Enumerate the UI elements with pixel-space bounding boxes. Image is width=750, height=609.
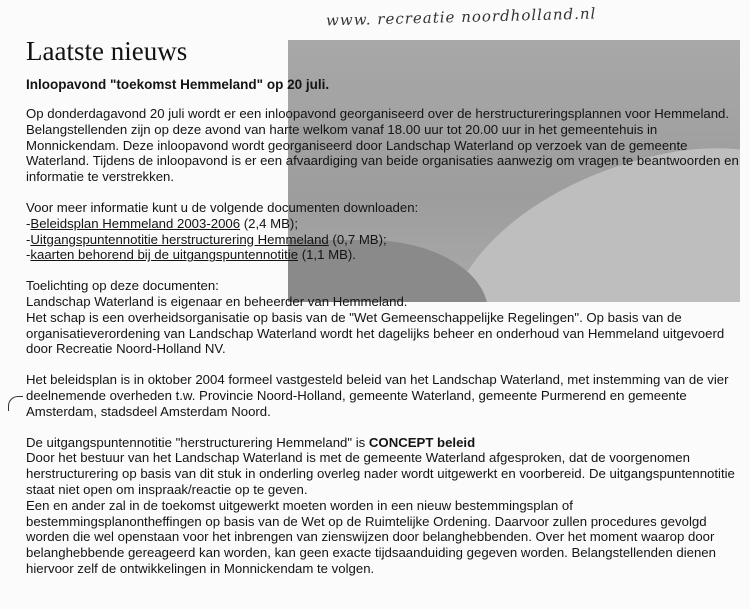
concept-paragraph xyxy=(26,435,746,577)
scan-mark xyxy=(8,396,23,411)
intro-line: informatie te verstrekken. xyxy=(26,169,175,185)
download-link-uitgangspuntennotitie[interactable]: Uitgangspuntennotitie herstructurering Hemmeland xyxy=(30,231,329,247)
intro-line: Op donderdagavond 20 juli wordt er een inloopavond georganiseerd over de herstructureringsplannen voor Hemmeland. xyxy=(26,106,730,121)
explanation-line: Het schap is een overheidsorganisatie op basis van de "Wet Gemeenschappelijke Regelingen". Op basis van de xyxy=(26,309,682,325)
download-item xyxy=(26,247,746,263)
list-dash: - xyxy=(26,231,31,247)
explanation-paragraph xyxy=(26,278,746,357)
policy-line: Het beleidsplan is in oktober 2004 formeel vastgesteld beleid van het Landschap Waterland, met instemming van de vier xyxy=(26,372,729,388)
concept-line: hiervoor zelf de ontwikkelingen in Monnickendam te volgen. xyxy=(26,560,375,576)
concept-line: staat niet open om inspraak/reactie op te geven. xyxy=(26,481,308,497)
explanation-line: door Recreatie Noord-Holland NV. xyxy=(26,341,226,357)
explanation-line: Landschap Waterland is eigenaar en beheerder van Hemmeland. xyxy=(26,293,408,309)
list-dash: - xyxy=(26,247,31,263)
handwritten-url: www. recreatie noordholland.nl xyxy=(325,4,597,30)
concept-line: Door het bestuur van het Landschap Waterland is met de gemeente Waterland afgesproken, dat de voorgenomen xyxy=(26,450,690,466)
download-link-beleidsplan[interactable]: Beleidsplan Hemmeland 2003-2006 xyxy=(30,215,241,231)
policy-paragraph xyxy=(26,372,746,419)
concept-line: Een en ander zal in de toekomst uitgewerkt moeten worden in een nieuw bestemmingsplan of xyxy=(26,497,573,513)
intro-line: Waterland. Tijdens de inloopavond is er een afvaardiging van beide organisaties aanwezig om vragen te beantwoorden en xyxy=(26,153,739,169)
list-dash: - xyxy=(26,215,31,231)
file-size: (2,4 MB); xyxy=(240,215,298,231)
explanation-line: Toelichting op deze documenten: xyxy=(26,278,219,294)
downloads-list xyxy=(26,216,746,263)
concept-line: worden die wel openstaan voor het inbrengen van zienswijzen door belanghebbenden. Over het moment waarop door xyxy=(26,529,715,545)
policy-line: deelnemende overheden t.w. Provincie Noord-Holland, gemeente Waterland, gemeente Purmerend en gemeente xyxy=(26,387,687,403)
download-item xyxy=(26,232,746,248)
concept-heading xyxy=(26,435,746,451)
concept-prefix: De uitgangspuntennotitie "herstructurering Hemmeland" is xyxy=(26,434,369,450)
downloads-intro: Voor meer informatie kunt u de volgende documenten downloaden: xyxy=(26,199,419,215)
concept-line: herstructurering op basis van dit stuk in onderling overleg nader wordt uitgewerkt en voorbereid. De uitgangspuntennotitie xyxy=(26,466,735,482)
concept-label: CONCEPT beleid xyxy=(368,434,476,450)
article-body xyxy=(26,106,746,592)
intro-line: Monnickendam. Deze inloopavond wordt georganiseerd door Landschap Waterland op verzoek van de gemeente xyxy=(26,137,688,153)
downloads-section xyxy=(26,200,746,263)
download-item xyxy=(26,216,746,232)
page-title: Laatste nieuws xyxy=(26,36,188,66)
policy-line: Amsterdam, stadsdeel Amsterdam Noord. xyxy=(26,403,271,419)
file-size: (0,7 MB); xyxy=(328,231,387,247)
file-size: (1,1 MB). xyxy=(298,247,356,263)
article-headline: Inloopavond "toekomst Hemmeland" op 20 juli. xyxy=(26,77,330,92)
concept-line: belanghebbende gereageerd kan worden, kan geen exacte tijdsaanduiding gegeven worden. Belangstellenden dienen xyxy=(26,545,716,561)
download-link-kaarten[interactable]: kaarten behorend bij de uitgangspuntennotitie xyxy=(30,247,299,263)
concept-line: bestemmingsplanontheffingen op basis van de Wet op de Ruimtelijke Ordening. Daarvoor zullen procedures gevolgd xyxy=(26,513,707,529)
explanation-line: organisatieverordening van Landschap Waterland wordt het dagelijks beheer en onderhoud van Hemmeland uitgevoerd xyxy=(26,325,725,341)
intro-paragraph xyxy=(26,106,746,185)
intro-line: Belangstellenden zijn op deze avond van harte welkom vanaf 18.00 uur tot 20.00 uur in het gemeentehuis in xyxy=(26,121,658,137)
